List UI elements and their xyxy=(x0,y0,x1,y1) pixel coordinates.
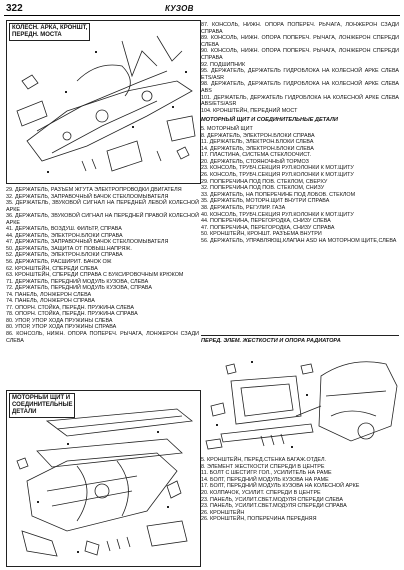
list-item: 17. БОЛТ, ПЕРЕДНИЙ МОДУЛЬ КУЗОВА НА КОЛЕСНОЙ АРКЕ xyxy=(201,483,360,490)
list-item: 5. КРОНШТЕЙН, ПЕРЕД.СТЕНКА БАГАЖ.ОТДЕЛ. xyxy=(201,457,327,463)
list-item: 78. ОПОРН. СТОЙКА, ПЕРЕДН. ПРУЖИНА СПРАВА xyxy=(6,311,138,318)
list-item: 35. ДЕРЖАТЕЛЬ, МОТОРН.ЩИТ ВНУТРИ СПРАВА xyxy=(201,198,330,205)
list-item: 44. ПОПЕРЕЧИНА, ПЕРЕГОРОДКА, СНИЗУ СЛЕВА xyxy=(201,218,331,225)
wheel-arch-diagram xyxy=(6,20,201,184)
list-item: 32. ДЕРЖАТЕЛЬ, ЗАПРАВОЧНЫЙ БАЧОК СТЕКЛООМЫВАТЕЛЯ xyxy=(6,193,169,200)
list-item: 23. ПАНЕЛЬ, УСИЛИТ.СВЕТ.МОДУЛЯ СПЕРЕДИ СЛЕВА xyxy=(201,496,343,503)
radiator-support-diagram xyxy=(201,335,399,454)
section-title: КУЗОВ xyxy=(165,4,194,13)
list-item: 20. КОЛПАЧОК, УСИЛИТ. СПЕРЕДИ В ЦЕНТРЕ xyxy=(201,489,321,496)
list-item: 92. ПОДШИПНИК xyxy=(201,61,246,68)
list-item: 86. КОНСОЛЬ, НИЖН. ОПОРА ПОПЕРЕЧ. РЫЧАГА, ЛОНЖЕРОН СЗАДИ СЛЕВА xyxy=(6,331,199,344)
list-item: 80. УПОР, УПОР ХОДА ПРУЖИНЫ СЛЕВА xyxy=(6,317,113,324)
list-item: 74. ПАНЕЛЬ, ЛОНЖЕРОН СПРАВА xyxy=(6,298,95,305)
list-item: 47. ПОПЕРЕЧИНА, ПЕРЕГОРОДКА, СНИЗУ СПРАВА xyxy=(201,224,335,231)
list-item: 8. ДЕРЖАТЕЛЬ, ЭЛЕКТРОН.БЛОКИ СПРАВА xyxy=(201,132,315,139)
list-item: 72. ДЕРЖАТЕЛЬ, ПЕРЕДНИЙ МОДУЛЬ КУЗОВА, СПРАВА xyxy=(6,285,152,292)
list-item: 29. ДЕРЖАТЕЛЬ, РАЗЪЕМ ЖГУТА ЭЛЕКТРОПРОВОДКИ ДВИГАТЕЛЯ xyxy=(6,187,182,193)
list-item: 11. БОЛТ С ШЕСТИГР. ГОЛ., УСИЛИТЕЛЬ НА РАМЕ xyxy=(201,470,332,477)
list-item: 23. ПАНЕЛЬ, УСИЛИТ.СВЕТ.МОДУЛЯ СПЕРЕДИ СПРАВА xyxy=(201,503,347,510)
firewall-diagram xyxy=(6,390,201,567)
list-item: 17. ПЛАСТИНА, СИСТЕМА СТЕКЛООЧИСТ. xyxy=(201,152,312,159)
page-header xyxy=(0,0,404,18)
list-item: 14. ДЕРЖАТЕЛЬ, ЭЛЕКТРОН.БЛОКИ СЛЕВА xyxy=(201,145,314,152)
page-number: 322 xyxy=(6,3,23,14)
list-item: 40. КОНСОЛЬ, ТРУБЧ.СЕКЦИЯ РУЛ.КОЛОНКИ К МОТ.ЩИТУ xyxy=(201,211,354,218)
list-item: 50. ДЕРЖАТЕЛЬ, ЗАЩИТА ОТ ПОВЫШ.НАПРЯЖ. xyxy=(6,245,132,252)
wheel-arch-figure-title: КОЛЕСН. АРКА, КРОНШТ, ПЕРЕДН. МОСТА xyxy=(9,23,90,41)
list-item: 29. ПОПЕРЕЧИНА ПОД ПОВ. СТЕКЛОМ, СВЕРХУ xyxy=(201,178,328,185)
right-parts-list-bottom xyxy=(201,457,399,523)
list-item: 20. ДЕРЖАТЕЛЬ, СТОЯНОЧНЫЙ ТОРМОЗ xyxy=(201,158,309,165)
list-item: 95. ДЕРЖАТЕЛЬ, ДЕРЖАТЕЛЬ ГИДРОБЛОКА НА КОЛЕСНОЙ АРКЕ СЛЕВА ETS/ASR xyxy=(201,68,399,81)
list-item: 80. УПОР, УПОР ХОДА ПРУЖИНЫ СПРАВА xyxy=(6,324,117,331)
left-parts-list xyxy=(6,187,199,344)
list-item: 14. БОЛТ, ПЕРЕДНИЙ МОДУЛЬ КУЗОВА НА РАМЕ xyxy=(201,476,329,483)
header-rule xyxy=(4,15,400,16)
list-item: 26. КРОНШТЕЙН xyxy=(201,509,245,516)
radiator-support-drawing xyxy=(201,346,399,454)
list-item: 104. КРОНШТЕЙН, ПЕРЕДНИЙ МОСТ xyxy=(201,107,298,114)
wheel-arch-drawing xyxy=(7,21,200,183)
list-item: 56. ДЕРЖАТЕЛЬ, РАСШИРИТ. БАЧОК ОЖ xyxy=(6,259,112,266)
radiator-support-heading: ПЕРЕД. ЭЛЕМ. ЖЕСТКОСТИ И ОПОРА РАДИАТОРА xyxy=(201,338,341,344)
list-item: 35. ДЕРЖАТЕЛЬ, ЗВУКОВОЙ СИГНАЛ НА ПЕРЕДНЕЙ ЛЕВОЙ КОЛЕСНОЙ АРКЕ xyxy=(6,200,199,213)
list-item: 8. ЭЛЕМЕНТ ЖЕСТКОСТИ СПЕРЕДИ В ЦЕНТРЕ xyxy=(201,463,325,470)
list-item: 77. ОПОРН. СТОЙКА, ПЕРЕДН. ПРУЖИНА СЛЕВА xyxy=(6,304,134,311)
list-item: 71. ДЕРЖАТЕЛЬ, ПЕРЕДНИЙ МОДУЛЬ КУЗОВА, СЛЕВА xyxy=(6,278,149,285)
firewall-figure-title: МОТОРНЫЙ ЩИТ И СОЕДИНИТЕЛЬНЫЕ ДЕТАЛИ xyxy=(9,393,75,418)
list-item: 38. ДЕРЖАТЕЛЬ, РЕГУЛИР. ГАЗА xyxy=(201,205,286,212)
list-item: 89. КОНСОЛЬ, НИЖН. ОПОРА ПОПЕРЕЧ. РЫЧАГА, ЛОНЖЕРОН СПЕРЕДИ СЛЕВА xyxy=(201,35,399,48)
list-item: 5. МОТОРНЫЙ ЩИТ xyxy=(201,125,253,132)
list-item: 52. ДЕРЖАТЕЛЬ, ЭЛЕКТРОН.БЛОКИ СПРАВА xyxy=(6,252,123,259)
list-item: 47. ДЕРЖАТЕЛЬ, ЗАПРАВОЧНЫЙ БАЧОК СТЕКЛООМЫВАТЕЛЯ xyxy=(6,239,169,246)
list-item: 90. КОНСОЛЬ, НИЖН. ОПОРА ПОПЕРЕЧ. РЫЧАГА, ЛОНЖЕРОН СПЕРЕДИ СПРАВА xyxy=(201,48,399,61)
list-item: 23. КОНСОЛЬ, ТРУБЧ.СЕКЦИЯ РУЛ.КОЛОНКИ К МОТ.ЩИТУ xyxy=(201,165,354,172)
list-item: 63. КРОНШТЕЙН, СПЕРЕДИ СПРАВА С БУКСИРОВОЧНЫМ КРЮКОМ xyxy=(6,272,184,279)
list-item: 26. КОНСОЛЬ, ТРУБЧ.СЕКЦИЯ РУЛ.КОЛОНКИ К МОТ.ЩИТУ xyxy=(201,172,354,179)
list-item: 11. ДЕРЖАТЕЛЬ, ЭЛЕКТРОН.БЛОКИ СЛЕВА xyxy=(201,139,314,146)
list-item: 98. ДЕРЖАТЕЛЬ, ДЕРЖАТЕЛЬ ГИДРОБЛОКА НА КОЛЕСНОЙ АРКЕ СЛЕВА ABS xyxy=(201,81,399,94)
list-item: 32. ПОПЕРЕЧИНА ПОД ПОВ. СТЕКЛОМ, СНИЗУ xyxy=(201,185,325,192)
list-item: 33. ДЕРЖАТЕЛЬ, НА ПОПЕРЕЧИНЕ ПОД ЛОБОВ. СТЕКЛОМ xyxy=(201,191,356,198)
list-item: 87. КОНСОЛЬ, НИЖН. ОПОРА ПОПЕРЕЧ. РЫЧАГА, ЛОНЖЕРОН СЗАДИ СПРАВА xyxy=(201,22,399,35)
right-parts-list-top xyxy=(201,22,399,245)
list-item: 101. ДЕРЖАТЕЛЬ, ДЕРЖАТЕЛЬ ГИДРОБЛОКА НА КОЛЕСНОЙ АРКЕ СЛЕВА ABS/ETS/ASR xyxy=(201,94,399,108)
list-item: 44. ДЕРЖАТЕЛЬ, ЭЛЕКТРОН.БЛОКИ СПРАВА xyxy=(6,232,123,239)
list-item: 41. ДЕРЖАТЕЛЬ, ВОЗДУШ. ФИЛЬТР, СПРАВА xyxy=(6,226,122,233)
list-item: 26. КРОНШТЕЙН, ПОПЕРЕЧИНА ПЕРЕДНЯЯ xyxy=(201,516,317,523)
list-item: 36. ДЕРЖАТЕЛЬ, ЗВУКОВОЙ СИГНАЛ НА ПЕРЕДНЕЙ ПРАВОЙ КОЛЕСНОЙ АРКЕ xyxy=(6,213,199,226)
list-item: 50. КРОНШТЕЙН, КРОНШТ. РАЗЪЕМА ВНУТРИ xyxy=(201,231,322,238)
list-item: 74. ПАНЕЛЬ, ЛОНЖЕРОН СЛЕВА xyxy=(6,291,92,298)
firewall-section-heading: МОТОРНЫЙ ЩИТ И СОЕДИНИТЕЛЬНЫЕ ДЕТАЛИ xyxy=(201,117,338,124)
list-item: 62. КРОНШТЕЙН, СПЕРЕДИ СЛЕВА xyxy=(6,265,98,272)
list-item: 56. ДЕРЖАТЕЛЬ, УПРАВЛЯЮЩ.КЛАПАН ASD НА МОТОРНОМ ЩИТЕ,СЛЕВА xyxy=(201,238,397,244)
